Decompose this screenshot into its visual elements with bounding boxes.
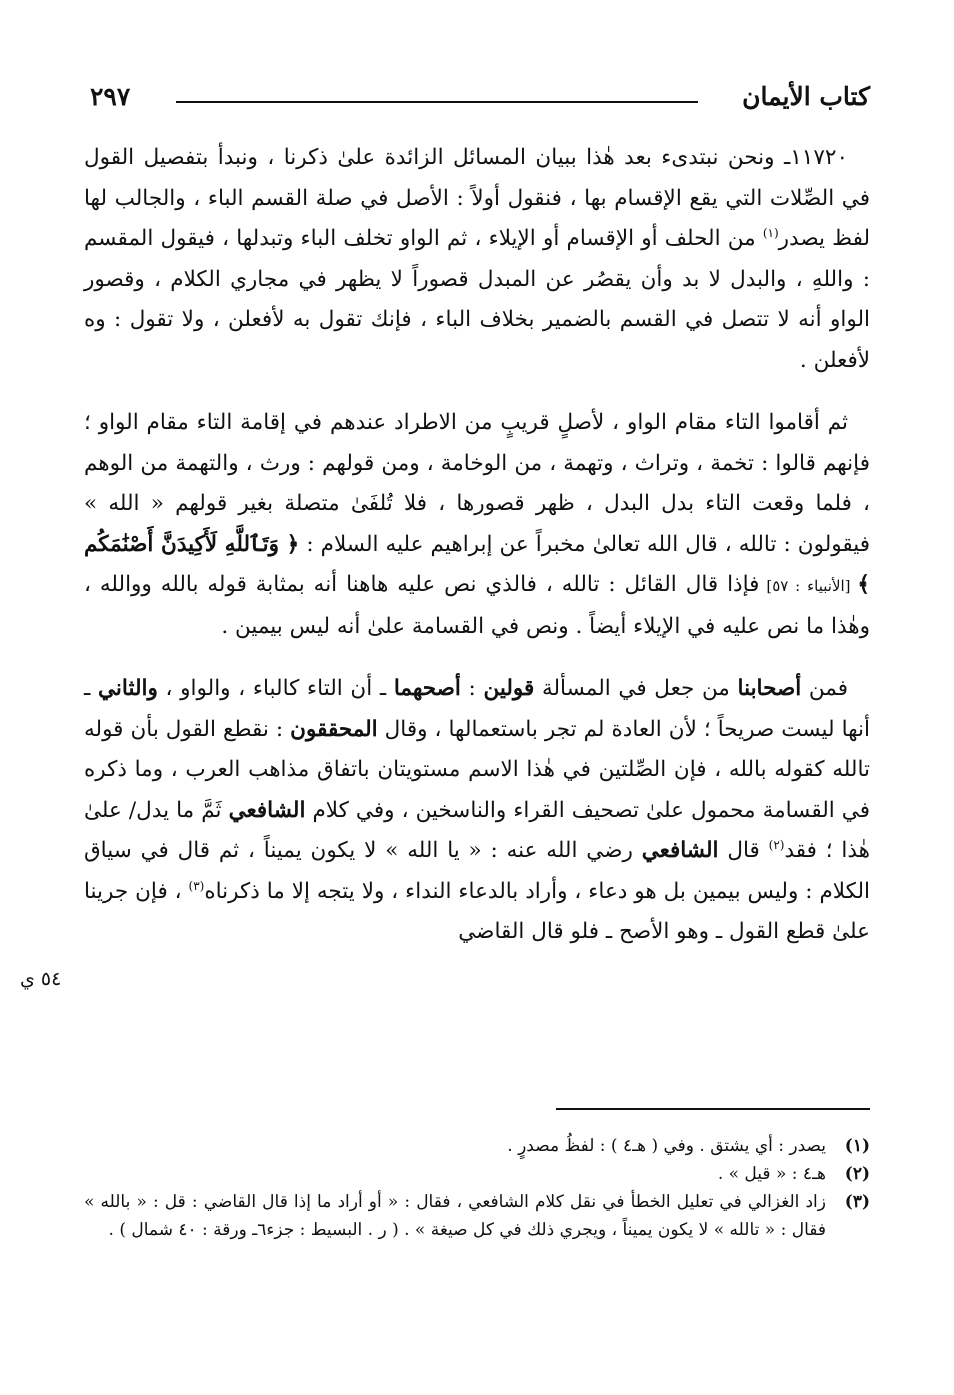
paragraph-2-text: ثم أقاموا التاء مقام الواو ، لأصلٍ قريبٍ من الاطراد عندهم في إقامة التاء مقام الواو ؛ فإنهم قالوا : تخمة ، وتراث ، وتهمة ، من الوخامة ، ومن قولهم : ورث ، والتهمة من الوهم ، فلما وقعت التاء بدل البدل ، ظهر قصورها ، فلا تُلفَىٰ متصلة بغير قولهم « الله » فيقولون : تالله ، قال الله تعالىٰ مخبراً عن إبراهيم عليه السلام :	[84, 410, 871, 557]
text-run: رضي الله عنه : « يا الله » لا يكون يميناً ، ثم قال في سياق الكلام : وليس بيمين بل هو دعاء ، وأراد بالدعاء النداء ، ولا يتجه إلا ما ذكرناه	[84, 838, 870, 904]
text-run: ثَمَّ ما يدل/ علىٰ هٰذا ؛ فقد	[84, 797, 870, 863]
text-run: ، فإن جرينا علىٰ قطع القول ـ وهو الأصح ـ فلو قال القاضي	[84, 878, 870, 944]
footnote-number: (٢)	[844, 1164, 870, 1184]
bold-term: أصحابنا	[737, 676, 802, 701]
main-text	[84, 138, 870, 953]
paragraph-1	[84, 138, 870, 381]
header-rule	[176, 101, 698, 103]
footnote-item	[84, 1188, 870, 1244]
bold-term: قولين	[483, 676, 535, 701]
footnote-item	[84, 1132, 870, 1160]
footnote-ref-1: (١)	[762, 225, 779, 240]
footnote-number: (١)	[844, 1136, 870, 1156]
margin-manuscript-note: ٥٤ ي	[20, 968, 62, 990]
bold-term: الشافعي	[228, 797, 306, 823]
footnote-text: يصدر : أي يشتق . وفي ( هـ٤ ) : لفظُ مصدرٍ .	[507, 1136, 826, 1156]
text-run: من جعل في المسألة	[534, 676, 738, 701]
paragraph-2-continued: فإذا قال القائل : تالله ، فالذي نص عليه هاهنا أنه بمثابة قوله بالله ووالله ، وهٰذا ما نص عليه في الإيلاء أيضاً . ونص في القسامة علىٰ أنه ليس بيمين .	[84, 572, 870, 639]
text-run: : نقطع القول بأن قوله تالله كقوله بالله ، فإن الصِّلتين في هٰذا الاسم مستويتان باتفاق مذاهب العرب ، وما ذكره في القسامة محمول علىٰ تصحيف القراء والناسخين ، وفي كلام	[84, 716, 870, 823]
text-run: ـ أنها ليست صريحاً ؛ لأن العادة لم تجر باستعمالها ، وقال	[84, 676, 870, 742]
bold-term: المحققون	[290, 716, 378, 742]
text-run: ـ أن التاء كالباء ، والواو ،	[157, 676, 394, 701]
running-title: كتاب الأيمان	[742, 82, 870, 111]
paragraph-3	[84, 669, 870, 953]
paragraph-2	[84, 403, 870, 647]
footnote-number: (٣)	[844, 1192, 870, 1212]
paragraph-1-text: ١١٧٢٠ـ ونحن نبتدىء بعد هٰذا ببيان المسائل الزائدة علىٰ ذكرنا ، ونبدأ بتفصيل القول في الصِّلات التي يقع الإقسام بها ، فنقول أولاً : الأصل في صلة القسم الباء ، والجالب لها لفظ يصدر	[84, 145, 870, 251]
text-run: :	[460, 676, 484, 701]
footnotes	[84, 1132, 870, 1244]
footnote-rule	[556, 1108, 870, 1110]
footnote-text: زاد الغزالي في تعليل الخطأ في نقل كلام الشافعي ، فقال : « أو أراد ما إذا قال القاضي : قل : « بالله » فقال : « تالله » لا يكون يميناً ، ويجري ذلك في كل صيغة » . ( ر . البسيط : جزء٦ـ ورقة : ٤٠ شمال ) .	[84, 1192, 826, 1240]
text-run: فمن	[801, 676, 848, 701]
verse-reference: [الأنبياء : ٥٧]	[759, 577, 858, 595]
bold-term: أصحهما	[393, 676, 461, 701]
footnote-item	[84, 1160, 870, 1188]
quran-verse: ﴿ وَتَٱللَّهِ لَأَكِيدَنَّ أَصْنَٰمَكُم ﴾	[84, 531, 870, 597]
text-run: قال	[718, 838, 769, 863]
page-number: ٢٩٧	[90, 82, 131, 111]
footnote-text: هـ٤ : « قيل » .	[717, 1164, 826, 1184]
page-header	[84, 78, 870, 124]
footnote-ref-2: (٢)	[768, 837, 785, 852]
bold-term: الشافعي	[641, 838, 719, 863]
footnote-ref-3: (٣)	[188, 878, 205, 893]
bold-term: والثاني	[98, 676, 158, 701]
paragraph-1-continued: من الحلف أو الإقسام أو الإيلاء ، ثم الواو تخلف الباء وتبدلها ، فيقول المقسم : واللهِ ، والبدل لا بد وأن يقصُر عن المبدل قصوراً لا يظهر في مجاري الكلام ، وقصور الواو أنه لا تتصل في القسم بالضمير بخلاف الباء ، فإنك تقول به لأفعلن ، ولا تقول : وه لأفعلن .	[84, 226, 870, 373]
